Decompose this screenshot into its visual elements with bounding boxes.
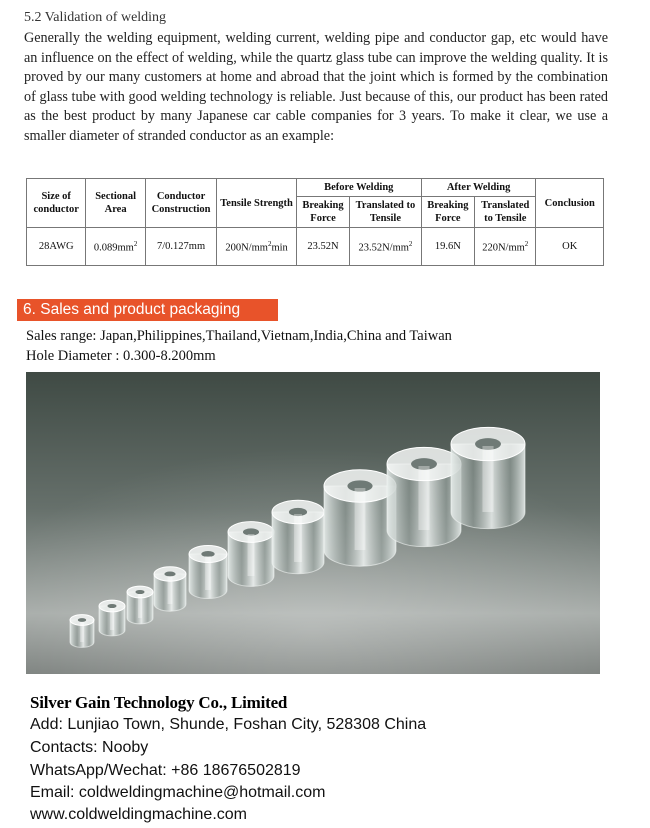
cell-construction: 7/0.127mm: [145, 228, 216, 266]
glass-tube: [451, 427, 525, 528]
glass-tube: [99, 600, 125, 636]
glass-tube: [70, 615, 94, 648]
section-title: 5.2 Validation of welding: [24, 10, 167, 25]
cell-size: 28AWG: [27, 228, 86, 266]
company-address: Add: Lunjiao Town, Shunde, Foshan City, 528308 China: [30, 716, 427, 733]
cell-breaking-after: 19.6N: [421, 228, 474, 266]
cell-breaking-before: 23.52N: [296, 228, 349, 266]
cell-tensile: $200N/mm^2\min$: [217, 228, 297, 266]
section-paragraph: Generally the welding equipment, welding current, welding pipe and conductor gap, etc would have an influence on the effect of welding, while the quartz glass tube can improve the welding quality. It is proved by our many customers at home and abroad that the joint which is formed by the combination of glass tube with good welding technology is reliable. Just because of this, our product has been rated as the best product by many Japanese car cable companies for 3 years. To make it clear, we use a smaller diameter of stranded conductor as an example:: [24, 30, 608, 144]
sales-range: Sales range: Japan,Philippines,Thailand,Vietnam,India,China and Taiwan: [26, 328, 452, 344]
header-translated-before: Translated to Tensile: [350, 197, 421, 228]
cell-translated-before: $23.52N/mm^2$: [350, 228, 421, 266]
header-size: Size of conductor: [27, 179, 86, 228]
company-contacts: Contacts: Nooby: [30, 739, 149, 756]
header-breaking-force-after: Breaking Force: [421, 197, 474, 228]
header-conclusion: Conclusion: [536, 179, 604, 228]
header-area: Sectional Area: [86, 179, 145, 228]
glass-tube: [154, 567, 186, 611]
glass-tube: [324, 470, 396, 566]
company-whatsapp: WhatsApp/Wechat: +86 18676502819: [30, 762, 301, 779]
cell-area: $0.089mm^2$: [86, 228, 145, 266]
welding-table: [26, 178, 604, 266]
glass-tube: [189, 545, 227, 598]
company-website: www.coldweldingmachine.com: [30, 806, 247, 823]
glass-tube: [387, 447, 461, 546]
header-tensile: Tensile Strength: [217, 179, 297, 228]
cell-conclusion: OK: [536, 228, 604, 266]
header-construction: Conductor Construction: [145, 179, 216, 228]
header-before-welding: Before Welding: [296, 179, 421, 197]
company-email: Email: coldweldingmachine@hotmail.com: [30, 784, 326, 801]
product-photo: [26, 372, 600, 674]
cell-translated-after: $220N/mm^2$: [475, 228, 536, 266]
header-translated-after: Translated to Tensile: [475, 197, 536, 228]
glass-tube: [272, 500, 324, 573]
company-name: Silver Gain Technology Co., Limited: [30, 693, 288, 712]
hole-diameter: Hole Diameter : 0.300-8.200mm: [26, 348, 216, 364]
header-breaking-force-before: Breaking Force: [296, 197, 349, 228]
glass-tube: [127, 586, 153, 624]
header-after-welding: After Welding: [421, 179, 536, 197]
section-banner: 6. Sales and product packaging: [17, 299, 278, 321]
glass-tube: [228, 522, 274, 587]
